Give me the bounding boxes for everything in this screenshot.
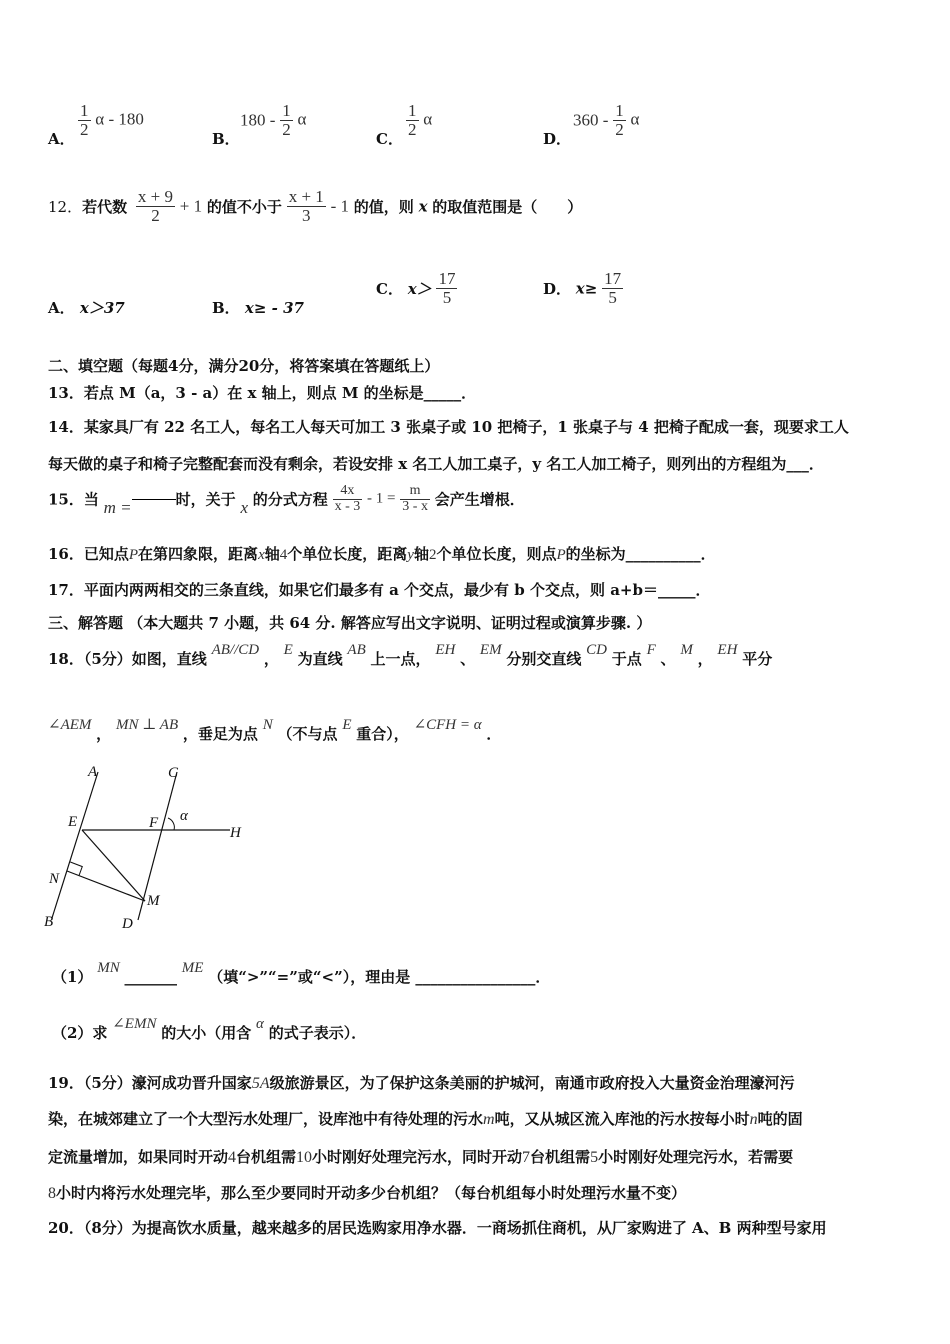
- question-12: 12．若代数 $\frac{x + 9}{2}$ + 1 的值不小于 $\frac{x + 1}{3}$ - 1 的值，则 x 的取值范围是（ ）: [48, 187, 583, 225]
- geometry-figure: [40, 760, 260, 935]
- question-18-part-2: （2）求 ∠EMN 的大小（用含 α 的式子表示）．: [52, 1016, 367, 1042]
- q11-option-d-math: 360 - $\frac{1}{2}$ α: [573, 101, 640, 139]
- label-f: F: [149, 815, 159, 831]
- label-a: A: [88, 764, 98, 780]
- question-19-line-1: 19．（5分）濠河成功晋升国家5A级旅游景区，为了保护这条美丽的护城河，南通市政府投入大量资金治理濠河污: [48, 1074, 795, 1092]
- q11-option-d-label: D．: [543, 130, 572, 148]
- q12-option-c: C． x＞ $\frac{17}{5}$: [376, 269, 456, 307]
- label-m: M: [147, 893, 160, 909]
- q11-option-a-math: $\frac{1}{2}$ α - 180: [80, 101, 144, 139]
- question-15: 15．当 m = 时，关于 x 的分式方程 $\frac{4x}{x - 3}$ - 1 = $\frac{m}{3 - x}$ 会产生增根．: [48, 483, 525, 518]
- line-em: [82, 830, 145, 901]
- q12-option-d: D． x≥ $\frac{17}{5}$: [543, 269, 622, 307]
- question-13: 13．若点 M（a，3 - a）在 x 轴上，则点 M 的坐标是_____．: [48, 384, 477, 402]
- q12-option-a: A． x＞37: [48, 299, 125, 317]
- label-n: N: [49, 871, 60, 887]
- q11-option-b-math: 180 - $\frac{1}{2}$ α: [240, 101, 307, 139]
- q11-option-a-label: A．: [48, 130, 75, 148]
- question-18-line-2: ∠AEM ， MN ⊥ AB ，垂足为点 N （不与点 E 重合）， ∠CFH = α ．: [48, 717, 502, 743]
- section-2-heading: 二、填空题（每题4分，满分20分，将答案填在答题纸上）: [48, 357, 440, 375]
- label-h: H: [230, 825, 241, 841]
- question-14-line-2: 每天做的桌子和椅子完整配套而没有剩余，若设安排 x 名工人加工桌子，y 名工人加工椅子，则列出的方程组为___．: [48, 455, 824, 473]
- question-18-part-1: （1） MN _______ ME （填“>”“=”或“<”），理由是 ________________．: [52, 960, 551, 986]
- q11-option-c-math: $\frac{1}{2}$ α: [408, 101, 433, 139]
- question-16: 16．已知点P在第四象限，距离x轴4个单位长度，距离y轴2个单位长度，则点P的坐标为__________．: [48, 545, 716, 563]
- label-e: E: [68, 814, 78, 830]
- question-17: 17．平面内两两相交的三条直线，如果它们最多有 a 个交点，最少有 b 个交点，则 a+b＝_____．: [48, 581, 711, 599]
- line-ab: [52, 772, 98, 918]
- label-alpha: α: [180, 808, 188, 824]
- angle-alpha-arc: [168, 818, 174, 830]
- question-20: 20．（8分）为提高饮水质量，越来越多的居民选购家用净水器．一商场抓住商机，从厂家购进了 A、B 两种型号家用: [48, 1219, 827, 1237]
- q11-option-b-label: B．: [212, 130, 240, 148]
- q11-option-c-label: C．: [376, 130, 403, 148]
- label-d: D: [122, 916, 133, 932]
- question-19-line-4: 8小时内将污水处理完毕，那么至少要同时开动多少台机组？（每台机组每小时处理污水量不变）: [48, 1184, 687, 1202]
- line-mn: [67, 871, 145, 901]
- question-19-line-2: 染，在城郊建立了一个大型污水处理厂，设库池中有待处理的污水m吨，又从城区流入库池的污水按每小时n吨的固: [48, 1110, 803, 1128]
- q12-option-b: B． x≥ - 37: [212, 299, 304, 317]
- question-18-line-1: 18．（5分）如图，直线 AB//CD ， E 为直线 AB 上一点， EH 、 EM 分别交直线 CD 于点 F 、 M ， EH 平分: [48, 642, 773, 668]
- question-14-line-1: 14．某家具厂有 22 名工人，每名工人每天可加工 3 张桌子或 10 把椅子，1 张桌子与 4 把椅子配成一套，现要求工人: [48, 418, 849, 436]
- question-19-line-3: 定流量增加，如果同时开动4台机组需10小时刚好处理完污水，同时开动7台机组需5小时刚好处理完污水，若需要: [48, 1148, 794, 1166]
- label-c: C: [168, 765, 179, 781]
- label-b: B: [44, 914, 54, 930]
- section-3-heading: 三、解答题 （本大题共 7 小题，共 64 分. 解答应写出文字说明、证明过程或演算步骤. ）: [48, 614, 652, 632]
